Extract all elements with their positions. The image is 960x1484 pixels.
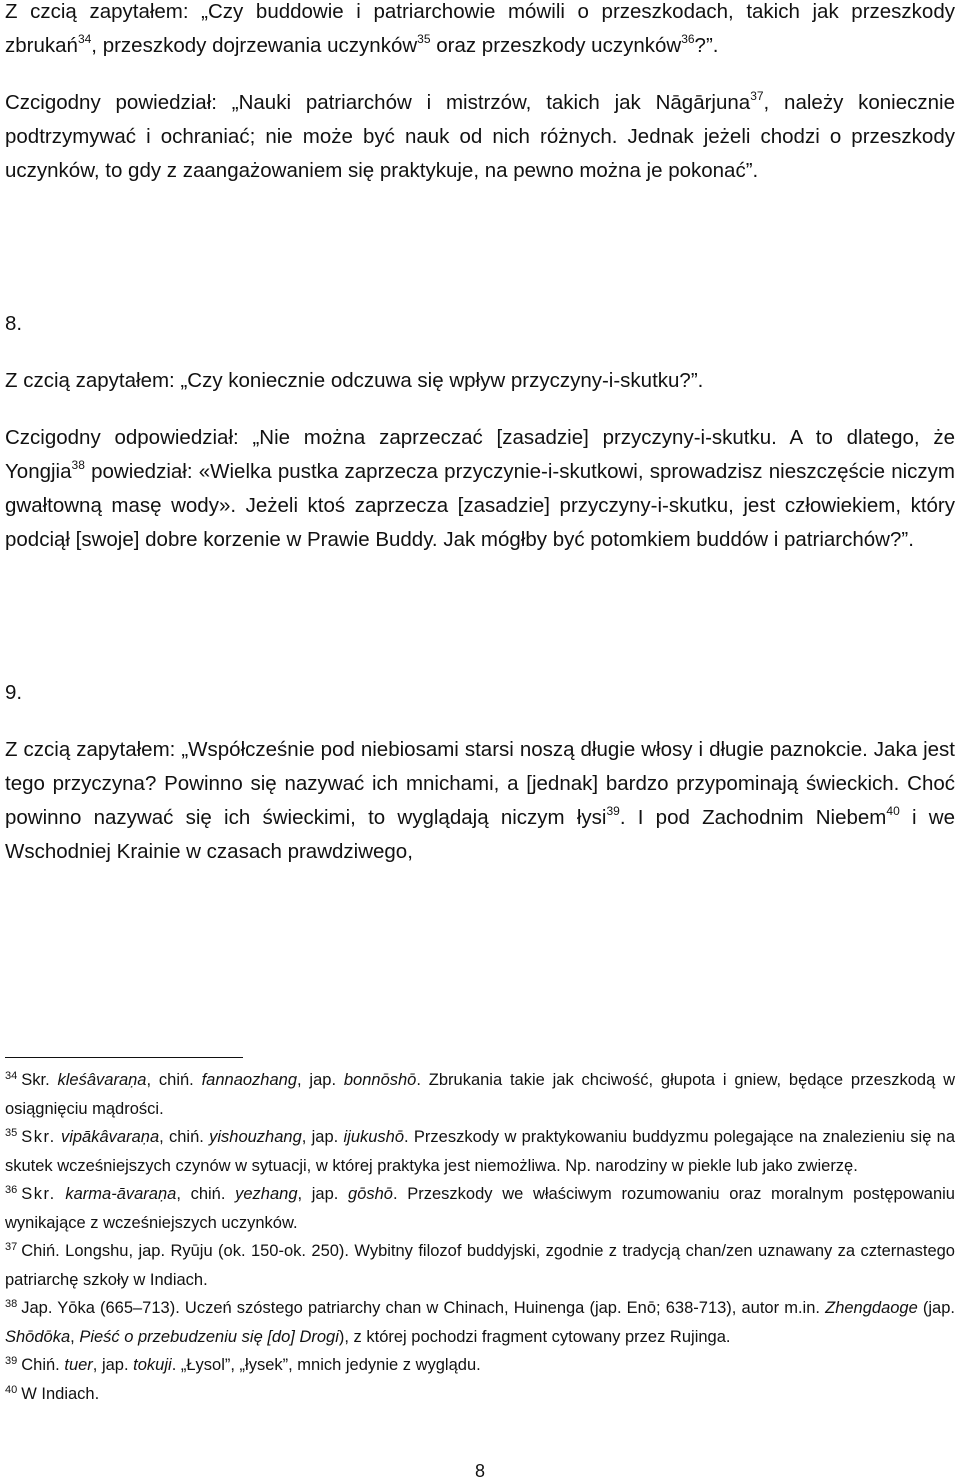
text-run: , chiń.	[176, 1185, 236, 1203]
section-number-9: 9.	[5, 681, 23, 704]
italic-term: ijukushō	[343, 1128, 405, 1146]
footnote-ref-38[interactable]: 38	[71, 458, 85, 472]
text-run: , jap.	[297, 1185, 349, 1203]
text-run: , chiń.	[159, 1128, 210, 1146]
footnote-ref-39[interactable]: 39	[606, 804, 620, 818]
italic-term: gōshō	[348, 1185, 393, 1203]
text-run: W Indiach.	[21, 1384, 100, 1403]
italic-term: Pieść o przebudzeniu się [do] Drogi	[79, 1327, 339, 1346]
text-run: ?”.	[694, 34, 719, 57]
footnote-40	[5, 1380, 955, 1409]
paragraph-answer-8	[5, 421, 955, 557]
footnote-separator	[5, 1057, 243, 1058]
text-run: Skr.	[21, 1185, 56, 1203]
footnote-ref-34[interactable]: 34	[77, 32, 92, 46]
italic-term: Zhengdaoge	[825, 1299, 918, 1317]
footnote-34	[5, 1066, 955, 1123]
italic-term: yishouzhang	[209, 1128, 302, 1146]
paragraph-answer-7	[5, 86, 955, 188]
text-run: , należy koniecznie podtrzymywać i ochraniać; nie może być nauk od nich różnych. Jednak jeżeli chodzi o przeszkody uczynków, to gdy z zaangażowaniem się praktykuje, na pewno można je pokonać”.	[5, 91, 955, 182]
italic-term: bonnōshō	[343, 1071, 417, 1089]
text-run: Z czcią zapytałem: „Czy buddowie i patriarchowie mówili o przeszkodach, takich jak przeszkody zbrukań	[5, 0, 955, 57]
footnote-number: 35	[5, 1127, 18, 1139]
italic-term: tuer	[64, 1356, 93, 1374]
footnotes	[5, 1066, 955, 1408]
section-number-8: 8.	[5, 312, 23, 335]
text-run: . „Łysol”, „łysek”, mnich jedynie z wyglądu.	[171, 1356, 481, 1374]
italic-term: karma-āvaraṇa	[65, 1185, 177, 1203]
footnote-39	[5, 1351, 955, 1380]
footnote-number: 38	[5, 1298, 18, 1310]
text-run: (jap.	[917, 1299, 955, 1317]
text-run: Skr.	[21, 1128, 56, 1146]
paragraph-question-9	[5, 733, 955, 869]
text-run: powiedział: «Wielka pustka zaprzecza przyczynie-i-skutkowi, sprowadzisz nieszczęście niczym gwałtowną masę wody». Jeżeli ktoś zaprzecza [zasadzie] przyczyny-i-skutku, jest człowiekiem, który podciął [swoje] dobre korzenie w Prawie Buddy. Jak mógłby być potomkiem buddów i patriarchów?”.	[5, 460, 955, 551]
footnote-37	[5, 1237, 955, 1294]
text-run: Skr.	[21, 1071, 58, 1089]
page-number: 8	[474, 1461, 485, 1481]
text-run: i we Wschodniej Krainie w czasach prawdziwego,	[5, 806, 955, 863]
italic-term: tokuji	[133, 1356, 172, 1374]
footnote-ref-35[interactable]: 35	[417, 32, 431, 46]
text-run: ), z której pochodzi fragment cytowany przez Rujinga.	[338, 1327, 731, 1346]
footnote-number: 40	[5, 1383, 18, 1396]
text-run: Czcigodny odpowiedział: „Nie można zaprzeczać [zasadzie] przyczyny-i-skutku. A to dlatego, że Yongjia	[5, 426, 955, 483]
text-run: , jap.	[301, 1128, 344, 1146]
text-run	[56, 1185, 66, 1203]
text-run: . I pod Zachodnim Niebem	[619, 806, 887, 829]
text-run: . Przeszkody w praktykowaniu buddyzmu polegające na znalezieniu się na skutek wcześniejszych czynów w sytuacji, w której praktyka jest niemożliwa. Np. narodziny w piekle lub jako zwierzę.	[5, 1128, 956, 1175]
italic-term: yezhang	[235, 1185, 298, 1203]
text-run: Chiń. Longshu, jap. Ryūju (ok. 150-ok. 250). Wybitny filozof buddyjski, zgodnie z tradycją chan/zen uznawany za czternastego patriarchę szkoły w Indiach.	[5, 1242, 955, 1289]
text-run: , chiń.	[146, 1071, 202, 1089]
footnote-35	[5, 1123, 955, 1180]
text-run: ,	[70, 1327, 80, 1346]
text-run: , jap.	[92, 1356, 134, 1374]
italic-term: vipākâvaraṇa	[60, 1128, 160, 1146]
footnote-number: 34	[5, 1070, 18, 1082]
footnote-number: 39	[5, 1355, 18, 1367]
footnote-ref-37[interactable]: 37	[750, 89, 764, 103]
text-run: oraz przeszkody uczynków	[430, 34, 682, 57]
paragraph-question-7	[5, 0, 955, 63]
text-run: Czcigodny powiedział: „Nauki patriarchów i mistrzów, takich jak Nāgārjuna	[5, 91, 751, 114]
footnote-ref-36[interactable]: 36	[681, 32, 695, 46]
text-run: . Zbrukania takie jak chciwość, głupota i gniew, będące przeszkodą w osiągnięciu mądrości.	[5, 1071, 956, 1118]
text-run: Z czcią zapytałem: „Współcześnie pod niebiosami starsi noszą długie włosy i długie paznokcie. Jaka jest tego przyczyna? Powinno się nazywać ich mnichami, a [jednak] bardzo przypominają świeckich. Choć powinno nazywać się ich świeckimi, to wyglądają niczym łysi	[5, 738, 955, 829]
footnote-number: 37	[5, 1241, 18, 1253]
italic-term: fannaozhang	[201, 1071, 298, 1089]
text-run: , jap.	[297, 1071, 344, 1089]
italic-term: kleśâvaraṇa	[57, 1071, 147, 1089]
footnote-36	[5, 1180, 955, 1237]
paragraph-question-8: Z czcią zapytałem: „Czy koniecznie odczuwa się wpływ przyczyny-i-skutku?”.	[5, 369, 704, 392]
text-run: . Przeszkody we właściwym rozumowaniu oraz moralnym postępowaniu wynikające z wcześniejszych uczynków.	[5, 1185, 955, 1232]
footnote-38	[5, 1294, 955, 1351]
footnote-number: 36	[5, 1184, 18, 1196]
text-run: , przeszkody dojrzewania uczynków	[91, 34, 418, 57]
italic-term: Shōdōka	[5, 1327, 71, 1346]
text-run: Jap. Yōka (665–713). Uczeń szóstego patriarchy chan w Chinach, Huinenga (jap. Enō; 638-713), autor m.in.	[21, 1299, 826, 1317]
footnote-ref-40[interactable]: 40	[886, 804, 900, 818]
text-run: Chiń.	[21, 1356, 65, 1374]
